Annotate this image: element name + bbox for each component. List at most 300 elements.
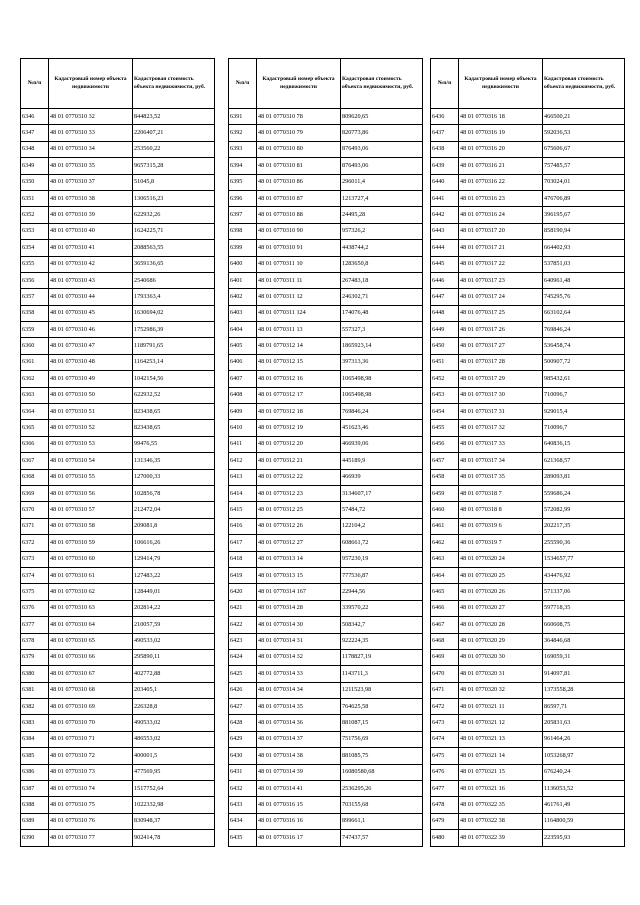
cadastral-value: 830948,37 bbox=[133, 813, 215, 829]
cadastral-number: 48 01 0770321 12 bbox=[459, 715, 543, 731]
cadastral-value: 751756,69 bbox=[341, 731, 423, 747]
cadastral-table-3 bbox=[430, 58, 625, 847]
cadastral-number: 48 01 0770310 39 bbox=[49, 207, 133, 223]
cadastral-number: 48 01 0770314 33 bbox=[257, 666, 341, 682]
row-number: 6406 bbox=[229, 354, 257, 370]
row-number: 6433 bbox=[229, 797, 257, 813]
cadastral-value: 844823,52 bbox=[133, 109, 215, 125]
cadastral-number: 48 01 0770312 20 bbox=[257, 436, 341, 452]
cadastral-number: 48 01 0770310 46 bbox=[49, 322, 133, 338]
row-number: 6449 bbox=[431, 322, 459, 338]
cadastral-value: 2088563,55 bbox=[133, 240, 215, 256]
cadastral-number: 48 01 0770310 81 bbox=[257, 158, 341, 174]
cadastral-number: 48 01 0770319 6 bbox=[459, 518, 543, 534]
row-number: 6358 bbox=[21, 305, 49, 321]
table-row bbox=[21, 813, 215, 829]
row-number: 6465 bbox=[431, 584, 459, 600]
cadastral-number: 48 01 0770320 32 bbox=[459, 682, 543, 698]
row-number: 6409 bbox=[229, 404, 257, 420]
cadastral-number: 48 01 0770314 35 bbox=[257, 699, 341, 715]
row-number: 6353 bbox=[21, 223, 49, 239]
row-number: 6438 bbox=[431, 141, 459, 157]
cadastral-number: 48 01 0770314 38 bbox=[257, 748, 341, 764]
cadastral-value: 1211523,98 bbox=[341, 682, 423, 698]
table-row bbox=[229, 289, 423, 305]
cadastral-number: 48 01 0770310 77 bbox=[49, 830, 133, 846]
table-row bbox=[21, 617, 215, 633]
table-row bbox=[229, 797, 423, 813]
table-row bbox=[21, 305, 215, 321]
header-cadastral-number: Кадастровый номер объекта недвижимости bbox=[49, 59, 133, 109]
cadastral-number: 48 01 0770320 28 bbox=[459, 617, 543, 633]
cadastral-value: 1517752,64 bbox=[133, 781, 215, 797]
cadastral-value: 559686,24 bbox=[543, 485, 625, 501]
cadastral-value: 557327,3 bbox=[341, 322, 423, 338]
table-row bbox=[431, 485, 625, 501]
table-row bbox=[229, 338, 423, 354]
table-row bbox=[229, 731, 423, 747]
row-number: 6473 bbox=[431, 715, 459, 731]
table-row bbox=[431, 584, 625, 600]
cadastral-value: 205831,63 bbox=[543, 715, 625, 731]
cadastral-value: 1630694,02 bbox=[133, 305, 215, 321]
cadastral-value: 1136053,52 bbox=[543, 781, 625, 797]
cadastral-value: 246302,71 bbox=[341, 289, 423, 305]
table-row bbox=[21, 190, 215, 206]
row-number: 6349 bbox=[21, 158, 49, 174]
cadastral-number: 48 01 0770312 18 bbox=[257, 404, 341, 420]
cadastral-number: 48 01 0770310 32 bbox=[49, 109, 133, 125]
row-number: 6364 bbox=[21, 404, 49, 420]
cadastral-number: 48 01 0770317 26 bbox=[459, 322, 543, 338]
row-number: 6436 bbox=[431, 109, 459, 125]
table-row bbox=[229, 404, 423, 420]
table-row bbox=[21, 797, 215, 813]
cadastral-number: 48 01 0770316 20 bbox=[459, 141, 543, 157]
table-row bbox=[431, 420, 625, 436]
table-row bbox=[229, 387, 423, 403]
table-row bbox=[21, 781, 215, 797]
table-row bbox=[229, 109, 423, 125]
row-number: 6479 bbox=[431, 813, 459, 829]
cadastral-value: 876493,06 bbox=[341, 141, 423, 157]
cadastral-value: 1306516,23 bbox=[133, 190, 215, 206]
row-number: 6396 bbox=[229, 190, 257, 206]
cadastral-number: 48 01 0770310 41 bbox=[49, 240, 133, 256]
row-number: 6385 bbox=[21, 748, 49, 764]
cadastral-value: 1213727,4 bbox=[341, 190, 423, 206]
cadastral-number: 48 01 0770317 22 bbox=[459, 256, 543, 272]
cadastral-value: 500907,72 bbox=[543, 354, 625, 370]
table-row bbox=[21, 371, 215, 387]
header-cadastral-value: Кадастровая стоимость объекта недвижимости, руб. bbox=[133, 59, 215, 109]
row-number: 6413 bbox=[229, 469, 257, 485]
cadastral-value: 1065498,98 bbox=[341, 371, 423, 387]
table-row bbox=[431, 518, 625, 534]
table-row bbox=[431, 158, 625, 174]
cadastral-value: 622932,26 bbox=[133, 207, 215, 223]
row-number: 6437 bbox=[431, 125, 459, 141]
table-row bbox=[431, 387, 625, 403]
table-row bbox=[21, 223, 215, 239]
cadastral-value: 397313,36 bbox=[341, 354, 423, 370]
table-row bbox=[21, 453, 215, 469]
row-number: 6458 bbox=[431, 469, 459, 485]
cadastral-number: 48 01 0770318 7 bbox=[459, 485, 543, 501]
cadastral-value: 820773,86 bbox=[341, 125, 423, 141]
table-row bbox=[229, 535, 423, 551]
cadastral-number: 48 01 0770311 124 bbox=[257, 305, 341, 321]
cadastral-number: 48 01 0770322 35 bbox=[459, 797, 543, 813]
cadastral-value: 461761,49 bbox=[543, 797, 625, 813]
table-row bbox=[21, 289, 215, 305]
row-number: 6359 bbox=[21, 322, 49, 338]
cadastral-value: 1283650,8 bbox=[341, 256, 423, 272]
cadastral-number: 48 01 0770317 20 bbox=[459, 223, 543, 239]
cadastral-value: 823438,65 bbox=[133, 420, 215, 436]
table-row bbox=[229, 240, 423, 256]
row-number: 6457 bbox=[431, 453, 459, 469]
cadastral-number: 48 01 0770320 30 bbox=[459, 649, 543, 665]
cadastral-value: 486553,02 bbox=[133, 731, 215, 747]
cadastral-value: 99476,55 bbox=[133, 436, 215, 452]
cadastral-value: 210057,59 bbox=[133, 617, 215, 633]
table-row bbox=[431, 289, 625, 305]
row-number: 6386 bbox=[21, 764, 49, 780]
row-number: 6415 bbox=[229, 502, 257, 518]
cadastral-table-1 bbox=[20, 58, 215, 847]
table-row bbox=[229, 207, 423, 223]
cadastral-value: 676240,24 bbox=[543, 764, 625, 780]
row-number: 6408 bbox=[229, 387, 257, 403]
table-row bbox=[431, 649, 625, 665]
table-row bbox=[229, 305, 423, 321]
cadastral-value: 1065498,98 bbox=[341, 387, 423, 403]
cadastral-value: 757485,57 bbox=[543, 158, 625, 174]
cadastral-number: 48 01 0770311 10 bbox=[257, 256, 341, 272]
row-number: 6444 bbox=[431, 240, 459, 256]
cadastral-number: 48 01 0770312 23 bbox=[257, 485, 341, 501]
cadastral-number: 48 01 0770310 38 bbox=[49, 190, 133, 206]
cadastral-value: 1053268,97 bbox=[543, 748, 625, 764]
row-number: 6397 bbox=[229, 207, 257, 223]
cadastral-value: 466500,21 bbox=[543, 109, 625, 125]
table-row bbox=[431, 469, 625, 485]
cadastral-number: 48 01 0770314 28 bbox=[257, 600, 341, 616]
table-row bbox=[229, 764, 423, 780]
cadastral-value: 1164253,14 bbox=[133, 354, 215, 370]
cadastral-value: 255590,36 bbox=[543, 535, 625, 551]
cadastral-number: 48 01 0770312 19 bbox=[257, 420, 341, 436]
cadastral-number: 48 01 0770310 53 bbox=[49, 436, 133, 452]
cadastral-number: 48 01 0770311 12 bbox=[257, 289, 341, 305]
row-number: 6422 bbox=[229, 617, 257, 633]
cadastral-number: 48 01 0770314 37 bbox=[257, 731, 341, 747]
header-number: №п/п bbox=[21, 59, 49, 109]
table-row bbox=[21, 420, 215, 436]
cadastral-value: 396195,67 bbox=[543, 207, 625, 223]
cadastral-number: 48 01 0770316 21 bbox=[459, 158, 543, 174]
cadastral-value: 1624225,71 bbox=[133, 223, 215, 239]
cadastral-number: 48 01 0770317 34 bbox=[459, 453, 543, 469]
row-number: 6352 bbox=[21, 207, 49, 223]
cadastral-value: 769846,24 bbox=[543, 322, 625, 338]
cadastral-value: 675606,67 bbox=[543, 141, 625, 157]
cadastral-number: 48 01 0770316 15 bbox=[257, 797, 341, 813]
table-row bbox=[431, 141, 625, 157]
cadastral-number: 48 01 0770321 11 bbox=[459, 699, 543, 715]
table-row bbox=[431, 256, 625, 272]
row-number: 6414 bbox=[229, 485, 257, 501]
row-number: 6372 bbox=[21, 535, 49, 551]
row-number: 6453 bbox=[431, 387, 459, 403]
table-row bbox=[21, 272, 215, 288]
cadastral-number: 48 01 0770310 54 bbox=[49, 453, 133, 469]
table-row bbox=[229, 125, 423, 141]
cadastral-value: 212472,04 bbox=[133, 502, 215, 518]
cadastral-value: 169059,31 bbox=[543, 649, 625, 665]
row-number: 6398 bbox=[229, 223, 257, 239]
row-number: 6405 bbox=[229, 338, 257, 354]
row-number: 6428 bbox=[229, 715, 257, 731]
cadastral-value: 922224,35 bbox=[341, 633, 423, 649]
cadastral-number: 48 01 0770320 25 bbox=[459, 567, 543, 583]
table-row bbox=[21, 764, 215, 780]
cadastral-number: 48 01 0770310 91 bbox=[257, 240, 341, 256]
row-number: 6365 bbox=[21, 420, 49, 436]
cadastral-value: 640961,48 bbox=[543, 272, 625, 288]
row-number: 6471 bbox=[431, 682, 459, 698]
cadastral-number: 48 01 0770317 21 bbox=[459, 240, 543, 256]
cadastral-value: 1164800,59 bbox=[543, 813, 625, 829]
row-number: 6363 bbox=[21, 387, 49, 403]
row-number: 6401 bbox=[229, 272, 257, 288]
table-row bbox=[21, 518, 215, 534]
table-row bbox=[431, 781, 625, 797]
table-row bbox=[229, 223, 423, 239]
cadastral-number: 48 01 0770317 31 bbox=[459, 404, 543, 420]
table-row bbox=[431, 109, 625, 125]
row-number: 6459 bbox=[431, 485, 459, 501]
table-row bbox=[21, 682, 215, 698]
row-number: 6419 bbox=[229, 567, 257, 583]
table-row bbox=[21, 141, 215, 157]
table-row bbox=[431, 125, 625, 141]
row-number: 6392 bbox=[229, 125, 257, 141]
row-number: 6368 bbox=[21, 469, 49, 485]
cadastral-number: 48 01 0770310 57 bbox=[49, 502, 133, 518]
cadastral-number: 48 01 0770311 13 bbox=[257, 322, 341, 338]
cadastral-number: 48 01 0770316 19 bbox=[459, 125, 543, 141]
cadastral-number: 48 01 0770312 26 bbox=[257, 518, 341, 534]
table-row bbox=[229, 502, 423, 518]
row-number: 6348 bbox=[21, 141, 49, 157]
row-number: 6448 bbox=[431, 305, 459, 321]
row-number: 6418 bbox=[229, 551, 257, 567]
cadastral-number: 48 01 0770310 51 bbox=[49, 404, 133, 420]
cadastral-number: 48 01 0770320 31 bbox=[459, 666, 543, 682]
row-number: 6446 bbox=[431, 272, 459, 288]
cadastral-value: 597718,35 bbox=[543, 600, 625, 616]
cadastral-value: 640836,15 bbox=[543, 436, 625, 452]
row-number: 6470 bbox=[431, 666, 459, 682]
table-row bbox=[21, 240, 215, 256]
row-number: 6426 bbox=[229, 682, 257, 698]
cadastral-number: 48 01 0770310 56 bbox=[49, 485, 133, 501]
row-number: 6402 bbox=[229, 289, 257, 305]
table-row bbox=[431, 748, 625, 764]
row-number: 6381 bbox=[21, 682, 49, 698]
cadastral-value: 57484,72 bbox=[341, 502, 423, 518]
cadastral-value: 2540686 bbox=[133, 272, 215, 288]
cadastral-value: 51045,8 bbox=[133, 174, 215, 190]
cadastral-value: 809620,65 bbox=[341, 109, 423, 125]
row-number: 6417 bbox=[229, 535, 257, 551]
table-row bbox=[21, 207, 215, 223]
table-row bbox=[229, 469, 423, 485]
row-number: 6366 bbox=[21, 436, 49, 452]
table-row bbox=[431, 272, 625, 288]
cadastral-number: 48 01 0770314 30 bbox=[257, 617, 341, 633]
row-number: 6375 bbox=[21, 584, 49, 600]
cadastral-number: 48 01 0770310 34 bbox=[49, 141, 133, 157]
row-number: 6350 bbox=[21, 174, 49, 190]
table-row bbox=[21, 551, 215, 567]
header-cadastral-value: Кадастровая стоимость объекта недвижимости, руб. bbox=[341, 59, 423, 109]
cadastral-number: 48 01 0770310 78 bbox=[257, 109, 341, 125]
row-number: 6432 bbox=[229, 781, 257, 797]
table-row bbox=[431, 338, 625, 354]
cadastral-number: 48 01 0770322 39 bbox=[459, 830, 543, 846]
row-number: 6376 bbox=[21, 600, 49, 616]
row-number: 6475 bbox=[431, 748, 459, 764]
row-number: 6421 bbox=[229, 600, 257, 616]
table-header-row bbox=[21, 59, 215, 109]
cadastral-value: 622932,52 bbox=[133, 387, 215, 403]
cadastral-value: 289093,81 bbox=[543, 469, 625, 485]
row-number: 6443 bbox=[431, 223, 459, 239]
cadastral-value: 703155,68 bbox=[341, 797, 423, 813]
cadastral-number: 48 01 0770321 15 bbox=[459, 764, 543, 780]
cadastral-value: 1865923,14 bbox=[341, 338, 423, 354]
cadastral-value: 961464,26 bbox=[543, 731, 625, 747]
cadastral-value: 4438744,2 bbox=[341, 240, 423, 256]
cadastral-value: 703024,01 bbox=[543, 174, 625, 190]
cadastral-number: 48 01 0770310 74 bbox=[49, 781, 133, 797]
cadastral-value: 1178827,19 bbox=[341, 649, 423, 665]
cadastral-number: 48 01 0770316 23 bbox=[459, 190, 543, 206]
cadastral-number: 48 01 0770310 66 bbox=[49, 649, 133, 665]
cadastral-number: 48 01 0770310 48 bbox=[49, 354, 133, 370]
table-row bbox=[21, 666, 215, 682]
table-row bbox=[431, 207, 625, 223]
table-row bbox=[229, 256, 423, 272]
cadastral-number: 48 01 0770316 24 bbox=[459, 207, 543, 223]
table-row bbox=[21, 338, 215, 354]
cadastral-number: 48 01 0770310 87 bbox=[257, 190, 341, 206]
row-number: 6394 bbox=[229, 158, 257, 174]
cadastral-value: 202217,35 bbox=[543, 518, 625, 534]
table-row bbox=[21, 387, 215, 403]
cadastral-value: 402772,88 bbox=[133, 666, 215, 682]
row-number: 6389 bbox=[21, 813, 49, 829]
table-row bbox=[431, 617, 625, 633]
table-row bbox=[229, 633, 423, 649]
row-number: 6357 bbox=[21, 289, 49, 305]
table-row bbox=[229, 830, 423, 846]
row-number: 6460 bbox=[431, 502, 459, 518]
table-row bbox=[21, 256, 215, 272]
cadastral-value: 1042154,56 bbox=[133, 371, 215, 387]
cadastral-number: 48 01 0770310 69 bbox=[49, 699, 133, 715]
row-number: 6461 bbox=[431, 518, 459, 534]
row-number: 6404 bbox=[229, 322, 257, 338]
cadastral-value: 267483,18 bbox=[341, 272, 423, 288]
cadastral-value: 957230,19 bbox=[341, 551, 423, 567]
cadastral-value: 572082,99 bbox=[543, 502, 625, 518]
table-row bbox=[229, 371, 423, 387]
cadastral-number: 48 01 0770310 75 bbox=[49, 797, 133, 813]
row-number: 6472 bbox=[431, 699, 459, 715]
cadastral-number: 48 01 0770310 86 bbox=[257, 174, 341, 190]
table-row bbox=[431, 764, 625, 780]
cadastral-number: 48 01 0770313 14 bbox=[257, 551, 341, 567]
row-number: 6424 bbox=[229, 649, 257, 665]
cadastral-value: 295890,11 bbox=[133, 649, 215, 665]
table-row bbox=[229, 617, 423, 633]
cadastral-number: 48 01 0770316 18 bbox=[459, 109, 543, 125]
row-number: 6382 bbox=[21, 699, 49, 715]
cadastral-number: 48 01 0770312 21 bbox=[257, 453, 341, 469]
table-row bbox=[21, 748, 215, 764]
cadastral-value: 445189,9 bbox=[341, 453, 423, 469]
cadastral-number: 48 01 0770319 7 bbox=[459, 535, 543, 551]
cadastral-number: 48 01 0770310 88 bbox=[257, 207, 341, 223]
row-number: 6407 bbox=[229, 371, 257, 387]
table-header-row bbox=[431, 59, 625, 109]
cadastral-value: 764625,58 bbox=[341, 699, 423, 715]
table-row bbox=[21, 584, 215, 600]
table-row bbox=[431, 535, 625, 551]
row-number: 6439 bbox=[431, 158, 459, 174]
table-row bbox=[229, 748, 423, 764]
cadastral-number: 48 01 0770320 24 bbox=[459, 551, 543, 567]
table-row bbox=[229, 715, 423, 731]
row-number: 6464 bbox=[431, 567, 459, 583]
cadastral-number: 48 01 0770312 16 bbox=[257, 371, 341, 387]
table-row bbox=[229, 420, 423, 436]
row-number: 6383 bbox=[21, 715, 49, 731]
cadastral-value: 777536,87 bbox=[341, 567, 423, 583]
cadastral-number: 48 01 0770310 52 bbox=[49, 420, 133, 436]
header-number: №п/п bbox=[431, 59, 459, 109]
table-row bbox=[21, 469, 215, 485]
row-number: 6351 bbox=[21, 190, 49, 206]
table-row bbox=[431, 502, 625, 518]
cadastral-value: 710096,7 bbox=[543, 387, 625, 403]
table-row bbox=[21, 354, 215, 370]
cadastral-number: 48 01 0770320 29 bbox=[459, 633, 543, 649]
cadastral-number: 48 01 0770312 14 bbox=[257, 338, 341, 354]
table-row bbox=[229, 567, 423, 583]
cadastral-value: 490533,02 bbox=[133, 715, 215, 731]
cadastral-value: 1752986,39 bbox=[133, 322, 215, 338]
table-row bbox=[229, 600, 423, 616]
cadastral-number: 48 01 0770310 80 bbox=[257, 141, 341, 157]
cadastral-number: 48 01 0770310 64 bbox=[49, 617, 133, 633]
cadastral-number: 48 01 0770314 36 bbox=[257, 715, 341, 731]
cadastral-value: 957326,2 bbox=[341, 223, 423, 239]
